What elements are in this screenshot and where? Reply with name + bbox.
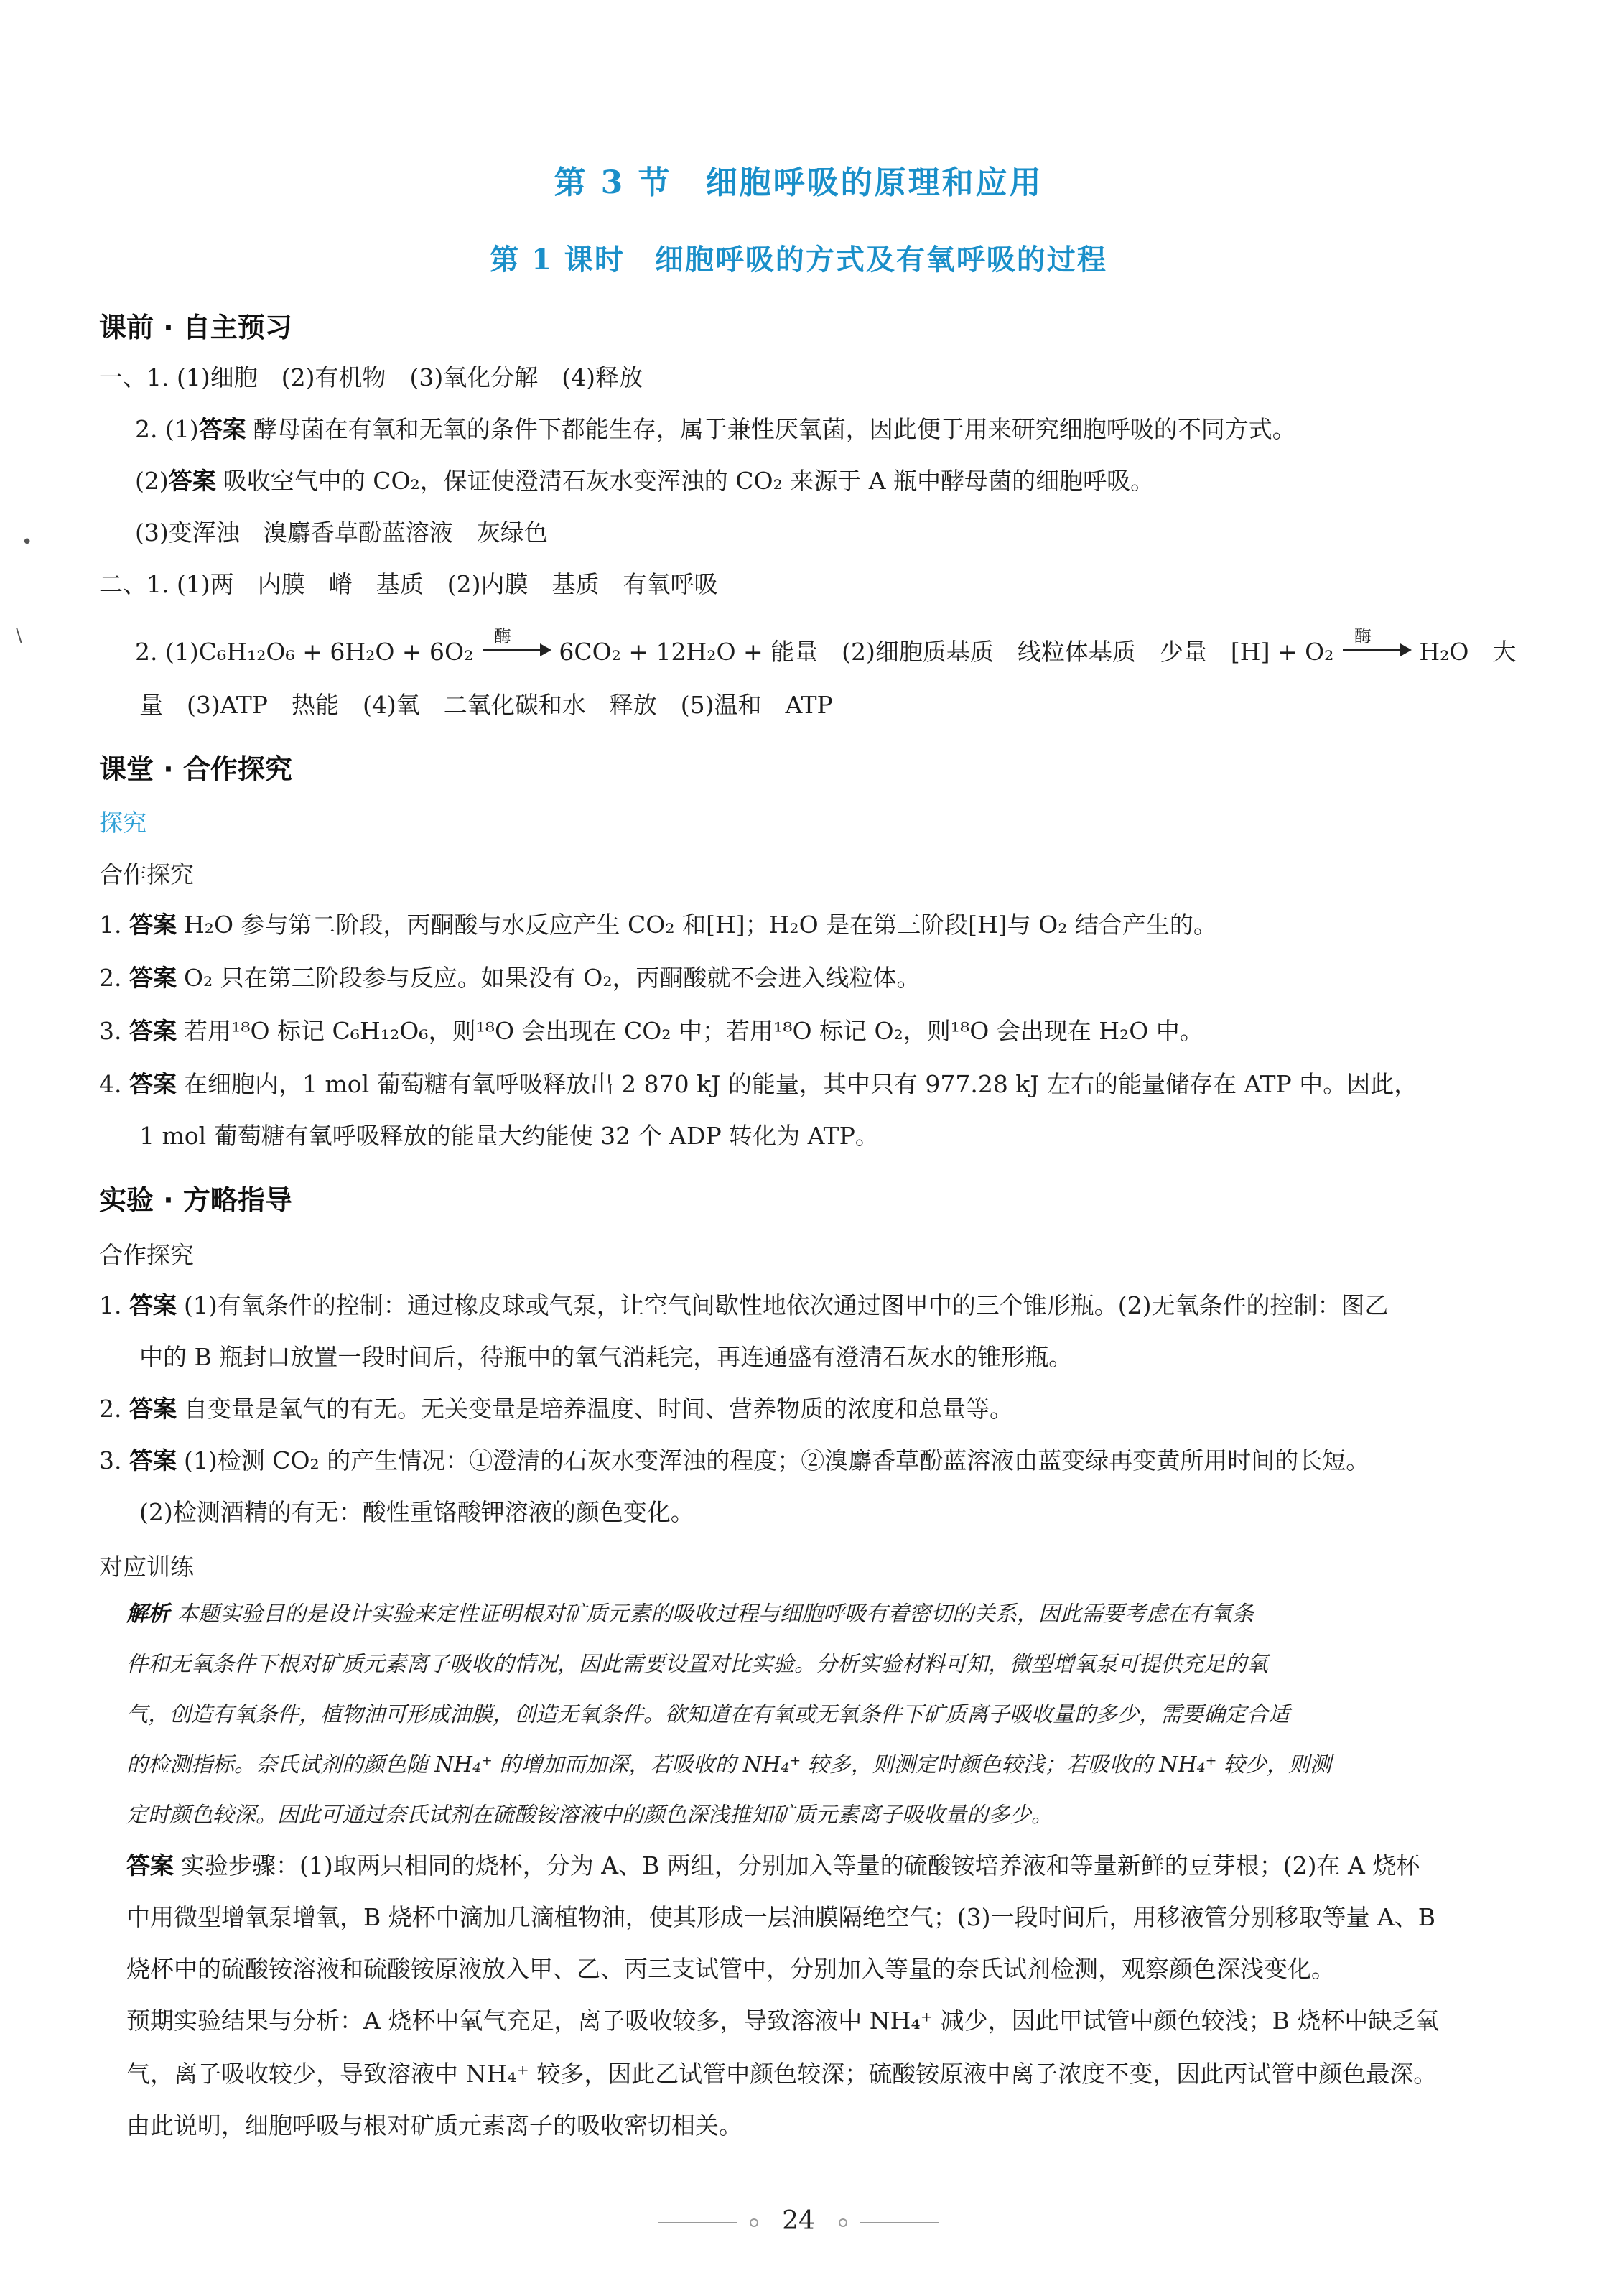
- experiment-e1: 1. 答案 (1)有氧条件的控制：通过橡皮球或气泵，让空气间歇性地依次通过图甲中的三个锥形瓶。(2)无氧条件的控制：图乙: [99, 1291, 1389, 1319]
- answer-line-3: 烧杯中的硫酸铵溶液和硫酸铵原液放入甲、乙、丙三支试管中，分别加入等量的奈氏试剂检测，观察颜色深浅变化。: [126, 1955, 1335, 1983]
- enzyme-arrow: 酶: [1341, 639, 1412, 668]
- result-line-1: 预期实验结果与分析：A 烧杯中氧气充足，离子吸收较多，导致溶液中 NH₄⁺ 减少，因此甲试管中颜色较浅；B 烧杯中缺乏氧: [126, 2007, 1440, 2035]
- enzyme-arrow: 酶: [481, 639, 551, 668]
- result-line-3: 由此说明，细胞呼吸与根对矿质元素离子的吸收密切相关。: [126, 2111, 742, 2139]
- answer-label: 答案: [129, 1017, 177, 1045]
- analysis-line-2: 件和无氧条件下根对矿质元素离子吸收的情况，因此需要设置对比实验。分析实验材料可知，微型增氧泵可提供充足的氧: [126, 1652, 1268, 1677]
- answer-line-1: 答案 实验步骤：(1)取两只相同的烧杯，分为 A、B 两组，分别加入等量的硫酸铵培养液和等量新鲜的豆芽根；(2)在 A 烧杯: [126, 1851, 1420, 1879]
- coop-label: 合作探究: [99, 860, 194, 888]
- experiment-e2: 2. 答案 自变量是氧气的有无。无关变量是培养温度、时间、营养物质的浓度和总量等。: [99, 1395, 1013, 1423]
- preview-heading: 课前 · 自主预习: [99, 312, 292, 343]
- preview-line-2: 2. (1)答案 酵母菌在有氧和无氧的条件下都能生存，属于兼性厌氧菌，因此便于用来研究细胞呼吸的不同方式。: [135, 415, 1296, 443]
- answer-label: 答案: [129, 1395, 177, 1423]
- answer-label: 答案: [129, 911, 177, 939]
- answer-label: 答案: [126, 1851, 174, 1879]
- classroom-q4: 4. 答案 在细胞内，1 mol 葡萄糖有氧呼吸释放出 2 870 kJ 的能量，其中只有 977.28 kJ 左右的能量储存在 ATP 中。因此，: [99, 1070, 1418, 1098]
- answer-label: 答案: [168, 467, 216, 495]
- experiment-e3-cont: (2)检测酒精的有无：酸性重铬酸钾溶液的颜色变化。: [139, 1498, 694, 1526]
- classroom-q2: 2. 答案 O₂ 只在第三阶段参与反应。如果没有 O₂，丙酮酸就不会进入线粒体。: [99, 964, 921, 992]
- answer-label: 答案: [129, 964, 177, 992]
- scan-mark: \: [16, 625, 22, 646]
- experiment-heading: 实验 · 方略指导: [99, 1184, 292, 1216]
- lesson-title: 第 1 课时 细胞呼吸的方式及有氧呼吸的过程: [490, 243, 1107, 276]
- preview-line-5: 二、1. (1)两 内膜 嵴 基质 (2)内膜 基质 有氧呼吸: [99, 570, 718, 598]
- experiment-e1-cont: 中的 B 瓶封口放置一段时间后，待瓶中的氧气消耗完，再连通盛有澄清石灰水的锥形瓶。: [139, 1343, 1073, 1371]
- classroom-q1: 1. 答案 H₂O 参与第二阶段，丙酮酸与水反应产生 CO₂ 和[H]；H₂O 是在第三阶段[H]与 O₂ 结合产生的。: [99, 911, 1217, 939]
- preview-line-4: (3)变浑浊 溴麝香草酚蓝溶液 灰绿色: [135, 519, 548, 547]
- classroom-heading: 课堂 · 合作探究: [99, 753, 292, 785]
- footer-rule-right: [860, 2222, 939, 2223]
- answer-label: 答案: [129, 1070, 177, 1098]
- section-title: 第 3 节 细胞呼吸的原理和应用: [554, 164, 1043, 201]
- analysis-line-1: 解析 本题实验目的是设计实验来定性证明根对矿质元素的吸收过程与细胞呼吸有着密切的关系，因此需要考虑在有氧条: [126, 1602, 1254, 1627]
- preview-line-6: 2. (1)C₆H₁₂O₆ + 6H₂O + 6O₂ 酶 6CO₂ + 12H₂O + 能量 (2)细胞质基质 线粒体基质 少量 [H] + O₂ 酶 H₂O 大: [135, 636, 1535, 668]
- page-number: 24: [782, 2206, 815, 2236]
- footer-dot-left: [750, 2218, 758, 2227]
- result-line-2: 气，离子吸收较少，导致溶液中 NH₄⁺ 较多，因此乙试管中颜色较深；硫酸铵原液中离子浓度不变，因此丙试管中颜色最深。: [126, 2060, 1438, 2088]
- classroom-q4-cont: 1 mol 葡萄糖有氧呼吸释放的能量大约能使 32 个 ADP 转化为 ATP。: [139, 1122, 879, 1150]
- training-label: 对应训练: [99, 1553, 194, 1581]
- page-footer: [0, 2206, 1597, 2236]
- footer-rule-left: [658, 2222, 737, 2223]
- explore-label: 探究: [99, 809, 146, 837]
- preview-line-3: (2)答案 吸收空气中的 CO₂，保证使澄清石灰水变浑浊的 CO₂ 来源于 A 瓶中酵母菌的细胞呼吸。: [135, 467, 1155, 495]
- answer-line-2: 中用微型增氧泵增氧，B 烧杯中滴加几滴植物油，使其形成一层油膜隔绝空气；(3)一段时间后，用移液管分别移取等量 A、B: [126, 1903, 1436, 1931]
- preview-line-7: 量 (3)ATP 热能 (4)氧 二氧化碳和水 释放 (5)温和 ATP: [139, 691, 833, 719]
- scan-mark: •: [22, 531, 33, 553]
- preview-line-1: 一、1. (1)细胞 (2)有机物 (3)氧化分解 (4)释放: [99, 363, 643, 391]
- answer-label: 答案: [129, 1291, 177, 1319]
- answer-label: 答案: [198, 415, 246, 443]
- classroom-q3: 3. 答案 若用¹⁸O 标记 C₆H₁₂O₆，则¹⁸O 会出现在 CO₂ 中；若用¹⁸O 标记 O₂，则¹⁸O 会出现在 H₂O 中。: [99, 1017, 1203, 1045]
- analysis-line-4: 的检测指标。奈氏试剂的颜色随 NH₄⁺ 的增加而加深，若吸收的 NH₄⁺ 较多，则测定时颜色较浅；若吸收的 NH₄⁺ 较少，则测: [126, 1752, 1332, 1777]
- analysis-label: 解析: [126, 1602, 169, 1627]
- analysis-line-5: 定时颜色较深。因此可通过奈氏试剂在硫酸铵溶液中的颜色深浅推知矿质元素离子吸收量的多少。: [126, 1803, 1053, 1828]
- answer-label: 答案: [129, 1446, 177, 1474]
- analysis-line-3: 气，创造有氧条件，植物油可形成油膜，创造无氧条件。欲知道在有氧或无氧条件下矿质离子吸收量的多少，需要确定合适: [126, 1702, 1290, 1727]
- coop-label-2: 合作探究: [99, 1241, 194, 1269]
- experiment-e3: 3. 答案 (1)检测 CO₂ 的产生情况：①澄清的石灰水变浑浊的程度；②溴麝香草酚蓝溶液由蓝变绿再变黄所用时间的长短。: [99, 1446, 1370, 1474]
- footer-dot-right: [839, 2218, 847, 2227]
